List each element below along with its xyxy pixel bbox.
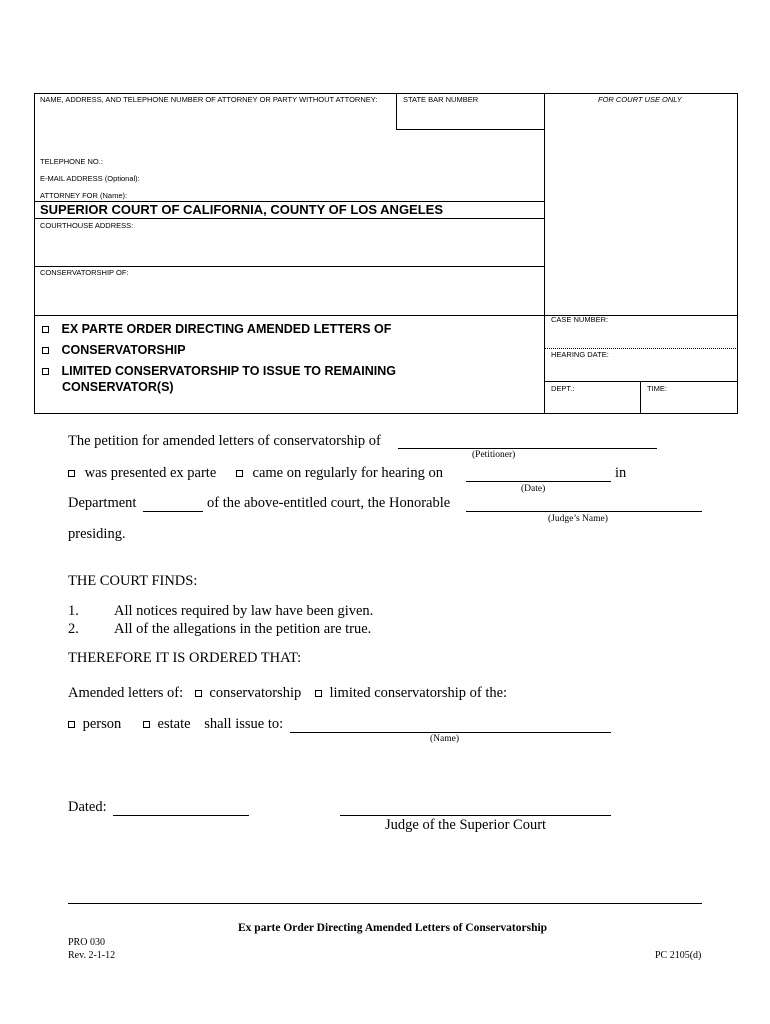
state-bar-label: STATE BAR NUMBER (403, 95, 479, 104)
hearing-date-label: HEARING DATE: (551, 350, 609, 359)
court-finds-heading: THE COURT FINDS: (68, 573, 198, 589)
dept-time-divider (640, 381, 641, 414)
judge-signature-label: Judge of the Superior Court (385, 817, 547, 833)
amended-letters-row: Amended letters of: conservatorship limited conservatorship of the: (68, 685, 508, 701)
hearing-date-bottom (544, 381, 738, 382)
title-line-2: CONSERVATORSHIP (42, 343, 186, 357)
judge-signature-line[interactable] (340, 815, 611, 816)
conservatorship-of-label: CONSERVATORSHIP OF: (40, 268, 129, 277)
footer-rule (68, 903, 702, 904)
petitioner-field[interactable] (398, 448, 657, 449)
ordered-heading: THEREFORE IT IS ORDERED THAT: (68, 650, 302, 666)
estate-checkbox[interactable] (143, 721, 150, 728)
conservatorship-checkbox[interactable] (195, 690, 202, 697)
form-number: PRO 030 (68, 937, 105, 948)
telephone-label: TELEPHONE NO.: (40, 157, 103, 166)
finding-2-number: 2. (68, 621, 79, 637)
attorney-label: NAME, ADDRESS, AND TELEPHONE NUMBER OF ATTORNEY OR PARTY WITHOUT ATTORNEY: (40, 95, 378, 104)
petition-text: The petition for amended letters of conservatorship of (68, 433, 381, 449)
state-bar-divider (396, 93, 397, 129)
title-checkbox-2[interactable] (42, 347, 49, 354)
date-caption: (Date) (521, 484, 546, 494)
presented-row: was presented ex parte came on regularly for hearing on (68, 465, 443, 482)
presiding-text: presiding. (68, 526, 126, 542)
case-number-separator (544, 348, 738, 349)
revision: Rev. 2-1-12 (68, 950, 116, 961)
case-number-label: CASE NUMBER: (551, 315, 609, 324)
email-label: E-MAIL ADDRESS (Optional): (40, 174, 140, 183)
came-on-regularly-checkbox[interactable] (236, 470, 243, 477)
case-box-divider (544, 315, 545, 414)
court-name: SUPERIOR COURT OF CALIFORNIA, COUNTY OF LOS ANGELES (40, 202, 444, 217)
dept-label: DEPT.: (551, 384, 575, 393)
department-text: Department (68, 495, 137, 511)
title-line-1: EX PARTE ORDER DIRECTING AMENDED LETTERS OF (42, 322, 391, 336)
title-checkbox-3[interactable] (42, 368, 49, 375)
judge-name-field[interactable] (466, 511, 702, 512)
issue-to-name-field[interactable] (290, 732, 611, 733)
state-bar-bottom (396, 129, 544, 130)
court-name-bottom (34, 218, 544, 219)
in-text: in (615, 465, 627, 481)
title-line-4: CONSERVATOR(S) (62, 380, 174, 394)
pc-code: PC 2105(d) (655, 950, 702, 961)
hearing-date-field[interactable] (466, 481, 611, 482)
judges-name-caption: (Judge’s Name) (548, 514, 608, 524)
petitioner-caption: (Petitioner) (472, 450, 516, 460)
limited-conservatorship-checkbox[interactable] (315, 690, 322, 697)
finding-1: All notices required by law have been given. (114, 603, 374, 619)
department-field[interactable] (143, 511, 203, 512)
time-label: TIME: (647, 384, 667, 393)
courthouse-label: COURTHOUSE ADDRESS: (40, 221, 134, 230)
person-checkbox[interactable] (68, 721, 75, 728)
attorney-for-label: ATTORNEY FOR (Name): (40, 191, 128, 200)
conservatorship-bottom (34, 315, 738, 316)
title-checkbox-1[interactable] (42, 326, 49, 333)
name-caption: (Name) (430, 734, 460, 744)
person-estate-row: person estate shall issue to: (68, 716, 283, 733)
footer-title: Ex parte Order Directing Amended Letters of Conservatorship (238, 922, 548, 934)
court-use-label: FOR COURT USE ONLY (598, 95, 682, 104)
finding-1-number: 1. (68, 603, 79, 619)
dated-label: Dated: (68, 799, 107, 815)
courthouse-bottom (34, 266, 544, 267)
finding-2: All of the allegations in the petition are true. (114, 621, 372, 637)
title-line-3: LIMITED CONSERVATORSHIP TO ISSUE TO REMAINING (42, 364, 396, 378)
above-entitled-text: of the above-entitled court, the Honorable (207, 495, 451, 511)
court-use-divider (544, 93, 545, 315)
ex-parte-checkbox[interactable] (68, 470, 75, 477)
dated-field[interactable] (113, 815, 249, 816)
